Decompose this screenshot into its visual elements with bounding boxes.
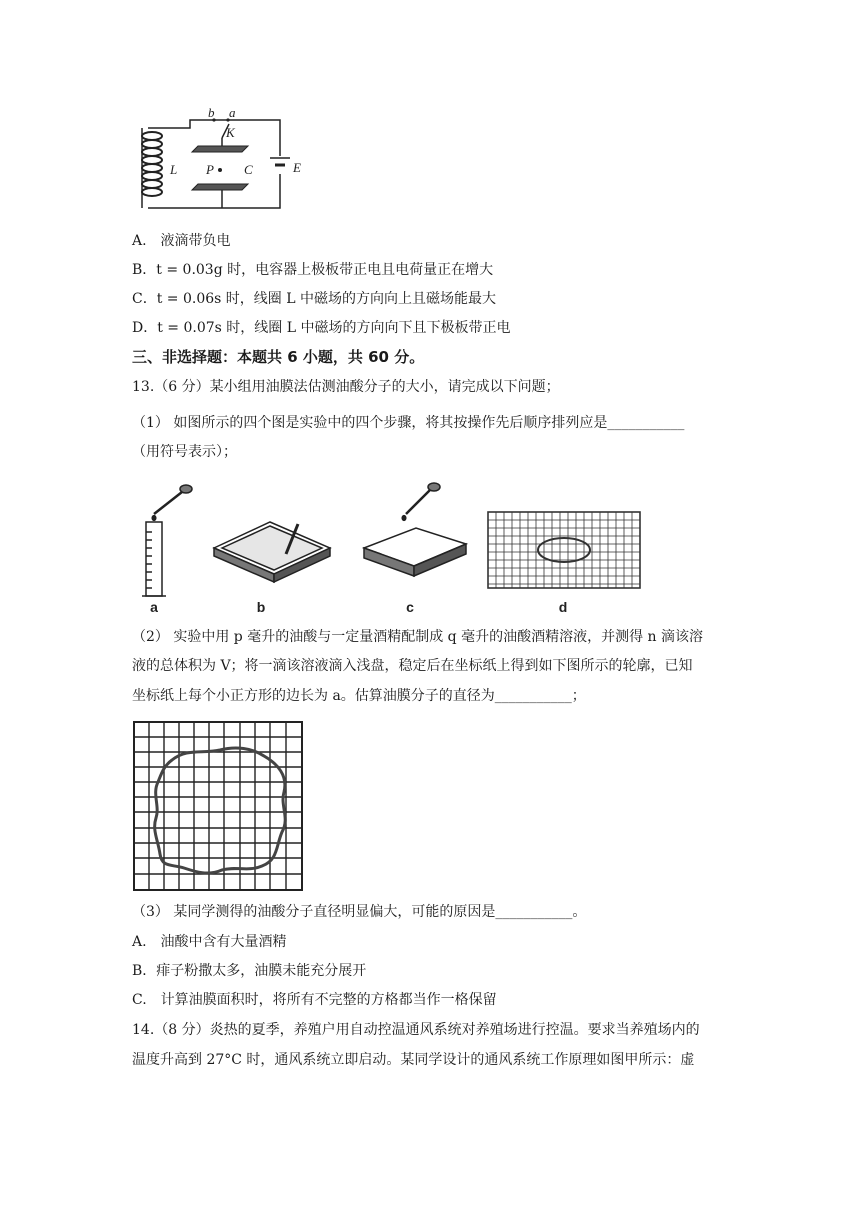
oil-film-grid-figure <box>132 720 306 894</box>
q13-part2-line1: （2） 实验中用 p 毫升的油酸与一定量酒精配制成 q 毫升的油酸酒精溶液，并测得 n 滴该溶 <box>132 629 703 645</box>
label-e: E <box>293 160 301 175</box>
option-12b: B．t = 0.03g 时，电容器上极板带正电且电荷量正在增大 <box>132 262 494 278</box>
label-l: L <box>170 162 178 177</box>
option-13b: B．痱子粉撒太多，油膜未能充分展开 <box>132 963 367 979</box>
option-12a: A. 液滴带负电 <box>132 233 231 249</box>
q14-line2: 温度升高到 27°C 时，通风系统立即启动。某同学设计的通风系统工作原理如图甲所示：虚 <box>132 1052 695 1068</box>
option-13c: C. 计算油膜面积时，将所有不完整的方格都当作一格保留 <box>132 992 497 1008</box>
option-13a: A. 油酸中含有大量酒精 <box>132 934 287 950</box>
option-12d: D．t = 0.07s 时，线圈 L 中磁场的方向向下且下极板带正电 <box>132 320 511 336</box>
q13-part3: （3） 某同学测得的油酸分子直径明显偏大，可能的原因是___________。 <box>132 904 587 920</box>
caption-c: c <box>406 599 414 615</box>
section-heading: 三、非选择题：本题共 6 小题，共 60 分。 <box>132 348 425 366</box>
experiment-steps-figure <box>130 482 670 618</box>
q13-part2-line3: 坐标纸上每个小正方形的边长为 a。估算油膜分子的直径为___________； <box>132 688 586 704</box>
label-k: K <box>226 125 235 140</box>
label-c: C <box>244 162 253 177</box>
option-12c: C．t = 0.06s 时，线圈 L 中磁场的方向向上且磁场能最大 <box>132 291 496 307</box>
lc-circuit-figure <box>130 108 320 220</box>
step-d-grid <box>488 512 640 588</box>
caption-a: a <box>150 599 158 615</box>
caption-d: d <box>558 599 568 615</box>
q13-stem: 13.（6 分）某小组用油膜法估测油酸分子的大小，请完成以下问题； <box>132 379 560 395</box>
step-a-cylinder <box>142 485 192 596</box>
coil-inductor <box>142 132 162 196</box>
step-b-tray <box>214 522 330 582</box>
q14-line1: 14.（8 分）炎热的夏季，养殖户用自动控温通风系统对养殖场进行控温。要求当养殖场内的 <box>132 1022 700 1038</box>
label-a: a <box>229 108 236 120</box>
label-b: b <box>208 108 215 120</box>
caption-b: b <box>256 599 266 615</box>
label-p: P <box>206 162 214 177</box>
q13-part2-line2: 液的总体积为 V；将一滴该溶液滴入浅盘，稳定后在坐标纸上得到如下图所示的轮廓，已知 <box>132 658 693 674</box>
step-c-dish <box>364 483 466 576</box>
q13-part1-line1: （1） 如图所示的四个图是实验中的四个步骤，将其按操作先后顺序排列应是___________ <box>132 415 685 431</box>
q13-part1-line2: （用符号表示）； <box>132 444 237 460</box>
